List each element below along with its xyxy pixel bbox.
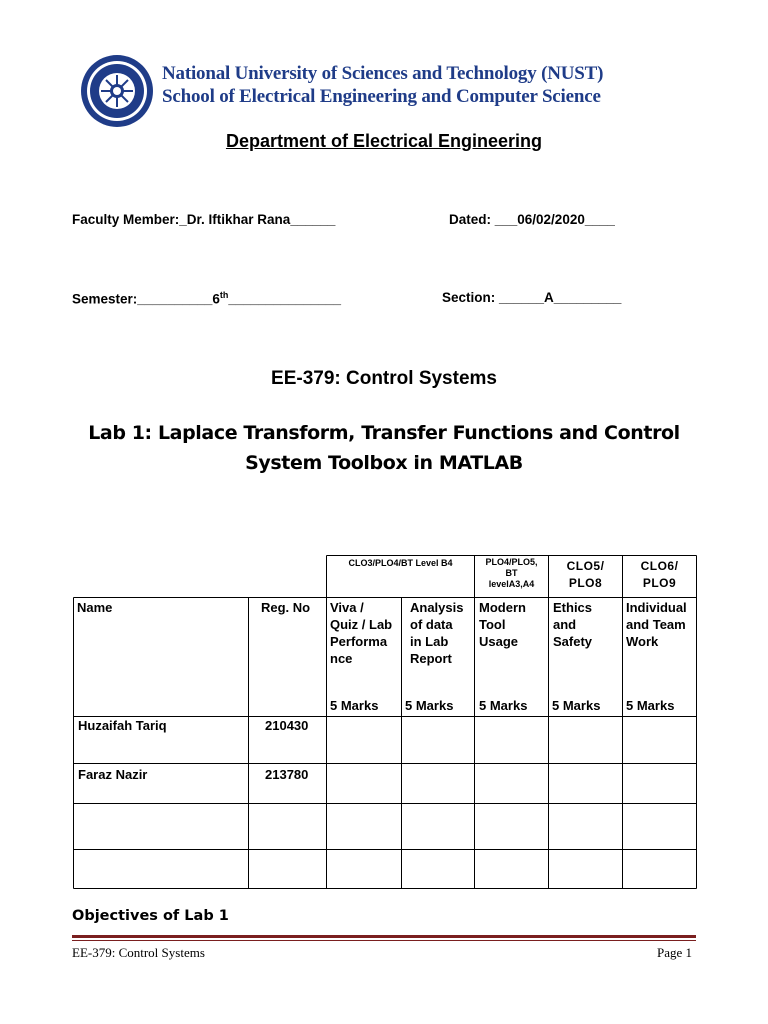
modern-line2: Tool xyxy=(479,617,506,632)
faculty-member-field: Faculty Member:_Dr. Iftikhar Rana______ xyxy=(72,212,336,227)
column-header-modern-tool xyxy=(479,599,526,650)
university-name: National University of Sciences and Technology (NUST) xyxy=(162,63,604,84)
table-row-reg: 213780 xyxy=(265,767,309,782)
footer-course: EE-379: Control Systems xyxy=(72,945,205,960)
ethics-line3: Safety xyxy=(553,634,593,649)
clo5-line2: PLO8 xyxy=(568,576,603,590)
column-header-analysis xyxy=(410,599,463,667)
analysis-line3: in Lab xyxy=(410,634,449,649)
column-header-viva xyxy=(330,599,392,667)
clo6-line1: CLO6/ xyxy=(640,559,679,573)
analysis-line2: of data xyxy=(410,617,453,632)
individual-line3: Work xyxy=(626,634,659,649)
column-header-reg-no: Reg. No xyxy=(261,600,311,615)
table-row-reg: 210430 xyxy=(265,718,309,733)
table-row-name: Huzaifah Tariq xyxy=(78,718,167,733)
table-row-name: Faraz Nazir xyxy=(78,767,148,782)
column-header-ethics xyxy=(553,599,592,650)
semester-underline: _______________ xyxy=(228,291,341,307)
clo5-line1: CLO5/ xyxy=(566,559,605,573)
marks-ethics: 5 Marks xyxy=(552,698,601,713)
plo4-line1: PLO4/PLO5, xyxy=(485,557,538,567)
plo4-line3: levelA3,A4 xyxy=(488,579,535,589)
viva-line3: Performa xyxy=(330,634,388,649)
header-plo4-plo5 xyxy=(475,557,548,590)
modern-line1: Modern xyxy=(479,600,526,615)
ethics-line1: Ethics xyxy=(553,600,593,615)
analysis-line1: Analysis xyxy=(410,600,464,615)
footer-rule-thick xyxy=(72,935,696,938)
course-title: EE-379: Control Systems xyxy=(271,368,497,389)
individual-line2: and Team xyxy=(626,617,686,632)
section-field: Section: ______A_________ xyxy=(442,290,622,305)
marks-modern: 5 Marks xyxy=(479,698,528,713)
lab-title-line1: Lab 1: Laplace Transform, Transfer Functions and Control xyxy=(88,422,680,444)
lab-title-line2: System Toolbox in MATLAB xyxy=(245,452,523,474)
viva-line4: nce xyxy=(330,651,353,666)
viva-line2: Quiz / Lab xyxy=(330,617,393,632)
column-header-individual xyxy=(626,599,687,650)
school-name: School of Electrical Engineering and Computer Science xyxy=(162,86,601,107)
marks-viva: 5 Marks xyxy=(330,698,379,713)
header-clo5-plo8 xyxy=(549,558,622,592)
marks-analysis: 5 Marks xyxy=(405,698,454,713)
footer-page-number: Page 1 xyxy=(657,945,693,960)
semester-suffix-sup: th xyxy=(219,290,229,300)
analysis-line4: Report xyxy=(410,651,452,666)
department-title: Department of Electrical Engineering xyxy=(225,131,543,151)
viva-line1: Viva / xyxy=(330,600,364,615)
column-header-name: Name xyxy=(77,600,113,615)
ethics-line2: and xyxy=(553,617,577,632)
marks-individual: 5 Marks xyxy=(626,698,675,713)
dated-field: Dated: ___06/02/2020____ xyxy=(449,212,615,227)
footer-rule-thin xyxy=(72,940,696,941)
header-clo6-plo9 xyxy=(623,558,696,592)
clo6-line2: PLO9 xyxy=(642,576,677,590)
objectives-heading: Objectives of Lab 1 xyxy=(72,908,229,924)
semester-value: Semester:__________6 xyxy=(72,291,220,307)
individual-line1: Individual xyxy=(626,600,687,615)
plo4-line2: BT xyxy=(505,568,518,578)
modern-line3: Usage xyxy=(479,634,519,649)
header-clo3-plo4: CLO3/PLO4/BT Level B4 xyxy=(348,558,453,568)
